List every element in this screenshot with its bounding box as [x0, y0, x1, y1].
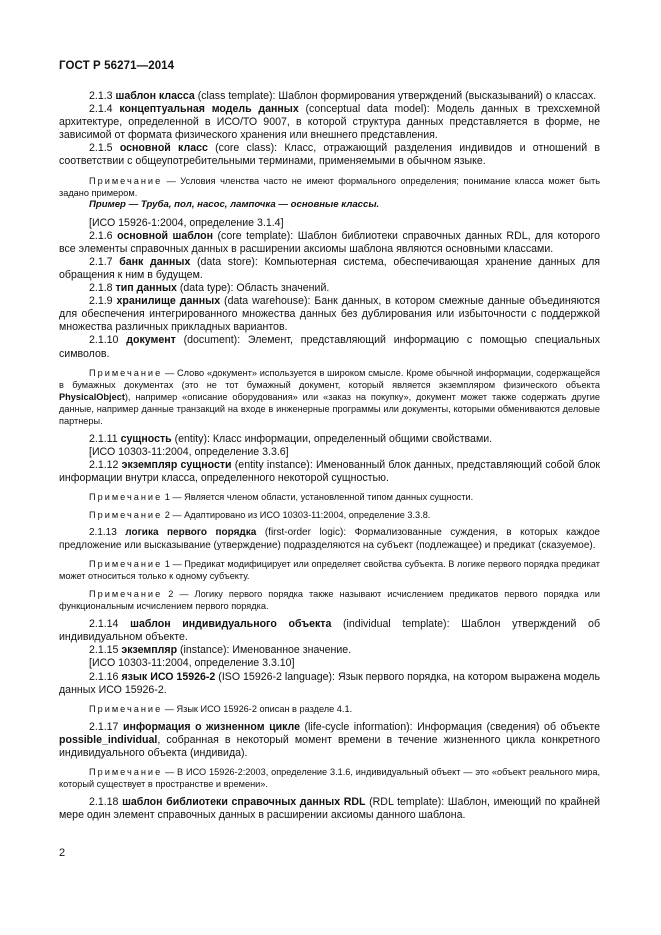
term-definition: (conceptual data model): Модель данных в трехсхемной архитектуре, определенной в ИСО/ТО 9007, в которой структура данных представляется в форме, не зависимой от формата физического хранения или внешнего представления.: [59, 103, 600, 142]
note-label: Примечание: [89, 589, 163, 600]
term-number: 2.1.13: [89, 526, 126, 538]
note-2-1-5: [59, 175, 600, 199]
source-2-1-15: [ИСО 10303-11:2004, определение 3.3.10]: [89, 657, 295, 670]
note-label: Примечание: [89, 703, 163, 714]
definition-2-1-18: [59, 796, 600, 822]
term-number: 2.1.18: [89, 796, 123, 808]
definition-2-1-16: [59, 671, 600, 697]
term: основной шаблон: [117, 229, 214, 242]
term-bold-entity: possible_individual: [59, 733, 158, 746]
note-2-1-13-1: [59, 558, 600, 582]
term-definition: (life-cycle information): Информация (сведения) об объекте: [300, 720, 600, 733]
note-text: 1 — Является членом области, установленной типом данных сущности.: [162, 491, 474, 502]
term-definition: (core template): Шаблон библиотеки справочных данных RDL, для которого все элементы справочных данных в расширении аксиомы шаблона являются основными классами.: [59, 229, 600, 255]
term-number: 2.1.9: [89, 295, 117, 308]
page-number: 2: [59, 847, 66, 859]
source-2-1-11: [ИСО 10303-11:2004, определение 3.3.6]: [89, 445, 289, 458]
term-definition: (data type): Область значений.: [176, 282, 330, 295]
term-definition: (entity): Класс информации, определенный общими свойствами.: [171, 432, 493, 445]
term-definition: , собранная в некоторый момент времени в течение жизненного цикла конкретного индивидуального объекта (индивида).: [59, 733, 600, 759]
definition-2-1-11: [59, 433, 600, 446]
term-number: 2.1.15: [89, 644, 122, 657]
note-label: Примечание: [89, 491, 163, 502]
term-number: 2.1.5: [89, 142, 120, 155]
note-bold-term: PhysicalObject: [59, 391, 125, 402]
term-number: 2.1.16: [89, 670, 122, 683]
example-2-1-5: Пример — Труба, пол, насос, лампочка — основные классы.: [89, 198, 380, 210]
term-definition: (RDL template): Шаблон, имеющий по крайней мере один элемент справочных данных в расширении аксиомы данного шаблона.: [59, 796, 601, 822]
note-2-1-10: [59, 367, 600, 427]
term: тип данных: [115, 282, 177, 295]
document-header: ГОСТ Р 56271—2014: [59, 60, 175, 72]
note-label: Примечание: [89, 767, 163, 777]
term: основной класс: [119, 142, 208, 155]
term-number: 2.1.7: [89, 255, 120, 268]
note-2-1-12-2: [59, 509, 600, 521]
definition-2-1-10: [59, 334, 600, 360]
term-number: 2.1.3: [89, 90, 116, 102]
definition-2-1-7: [59, 256, 600, 282]
term-definition: (data warehouse): Банк данных, в котором смежные данные объединяются для обеспечения интегрированного множества данных без дублирования или избыточности с поддержкой множества различных прикладных вариантов.: [59, 295, 600, 334]
term: шаблон индивидуального объекта: [130, 618, 332, 631]
note-text: — В ИСО 15926-2:2003, определение 3.1.6, индивидуальный объект — это «объект реального мира, который существует в пространстве и времени».: [59, 767, 600, 789]
definition-2-1-14: [59, 618, 600, 644]
definition-2-1-12: [59, 459, 600, 485]
term: документ: [126, 334, 176, 347]
term: банк данных: [119, 255, 191, 268]
note-label: Примечание: [89, 367, 163, 378]
note-text: — Язык ИСО 15926-2 описан в разделе 4.1.: [162, 703, 353, 714]
definition-2-1-17: [59, 721, 600, 760]
term-number: 2.1.12: [89, 458, 122, 471]
note-text: ), например «описание оборудования» или «заказ на покупку», документ может также содержать другие данные, например данные транзакций на входе в инженерные программы или документы, которыми обмениваются деловые партнеры.: [59, 391, 600, 426]
note-text: 1 — Предикат модифицирует или определяет свойства субъекта. В логике первого порядка предикат может относиться только к одному субъекту.: [59, 559, 600, 582]
term-number: 2.1.14: [89, 618, 131, 631]
term-number: 2.1.10: [89, 334, 127, 347]
term: логика первого порядка: [125, 526, 257, 538]
term: шаблон библиотеки справочных данных RDL: [122, 796, 366, 808]
term: шаблон класса: [115, 90, 195, 102]
term-number: 2.1.4: [89, 103, 120, 116]
document-body: [59, 90, 600, 822]
term: информация о жизненном цикле: [122, 720, 301, 733]
term: экземпляр: [121, 644, 178, 657]
term-definition: (entity instance): Именованный блок данных, представляющий собой блок информации внутри класса, определенного некоторой сущностью.: [59, 458, 601, 484]
note-text: — Слово «документ» используется в широком смысле. Кроме обычной информации, содержащейся в бумажных документах (это не тот бумажный документ, который является экземпляром физического объекта: [59, 367, 600, 390]
definition-2-1-9: [59, 295, 600, 334]
term: сущность: [120, 432, 172, 445]
term: экземпляр сущности: [121, 458, 232, 471]
term: хранилище данных: [116, 295, 221, 308]
note-label: Примечание: [89, 509, 163, 520]
term-definition: (first-order logic): Формализованные суждения, в которых каждое предложение или высказывание (утверждение) подразделяются на субъект (подлежащее) и предикат (сказуемое).: [59, 526, 600, 551]
note-label: Примечание: [89, 559, 163, 570]
definition-2-1-8: [59, 282, 600, 295]
note-2-1-16: [59, 703, 600, 715]
note-2-1-13-2: [59, 588, 600, 612]
note-text: 2 — Адаптировано из ИСО 10303-11:2004, определение 3.3.8.: [162, 509, 431, 520]
definition-2-1-3: [59, 90, 600, 103]
term-definition: (instance): Именованное значение.: [177, 644, 352, 657]
term-definition: (document): Элемент, представляющий информацию с помощью специальных символов.: [59, 334, 600, 360]
source-2-1-5: [ИСО 15926-1:2004, определение 3.1.4]: [89, 216, 284, 229]
definition-2-1-13: [59, 527, 600, 552]
note-label: Примечание: [89, 175, 163, 186]
note-2-1-12-1: [59, 491, 600, 503]
term-number: 2.1.6: [89, 229, 118, 242]
term-number: 2.1.11: [89, 432, 121, 445]
note-2-1-17: [59, 766, 600, 790]
term-definition: (core class): Класс, отражающий разделения индивидов и отношений в соответствии с общеупотребительными терминами, применяемыми в обычном языке.: [59, 142, 600, 168]
note-text: — Условия членства часто не имеют формального определения; понимание класса может быть задано примером.: [59, 175, 600, 198]
term-definition: (ISO 15926-2 language): Язык первого порядка, на котором выражена модель данных ИСО 15926-2.: [59, 670, 600, 696]
definition-2-1-15: [59, 644, 600, 657]
definition-2-1-4: [59, 103, 600, 142]
term-definition: (data store): Компьютерная система, обеспечивающая хранение данных для обращения к ним в будущем.: [59, 255, 600, 281]
term: концептуальная модель данных: [119, 103, 299, 116]
term-definition: (class template): Шаблон формирования утверждений (высказываний) о классах.: [194, 90, 597, 102]
term-definition: (individual template): Шаблон утверждений об индивидуальном объекте.: [59, 618, 601, 644]
term-number: 2.1.17: [89, 720, 123, 733]
definition-2-1-6: [59, 230, 600, 256]
note-text: 2 — Логику первого порядка также называют исчислением предикатов первого порядка или функциональным исчислением первого порядка.: [59, 589, 600, 612]
term-number: 2.1.8: [89, 282, 116, 295]
term: язык ИСО 15926-2: [121, 670, 216, 683]
definition-2-1-5: [59, 142, 600, 168]
